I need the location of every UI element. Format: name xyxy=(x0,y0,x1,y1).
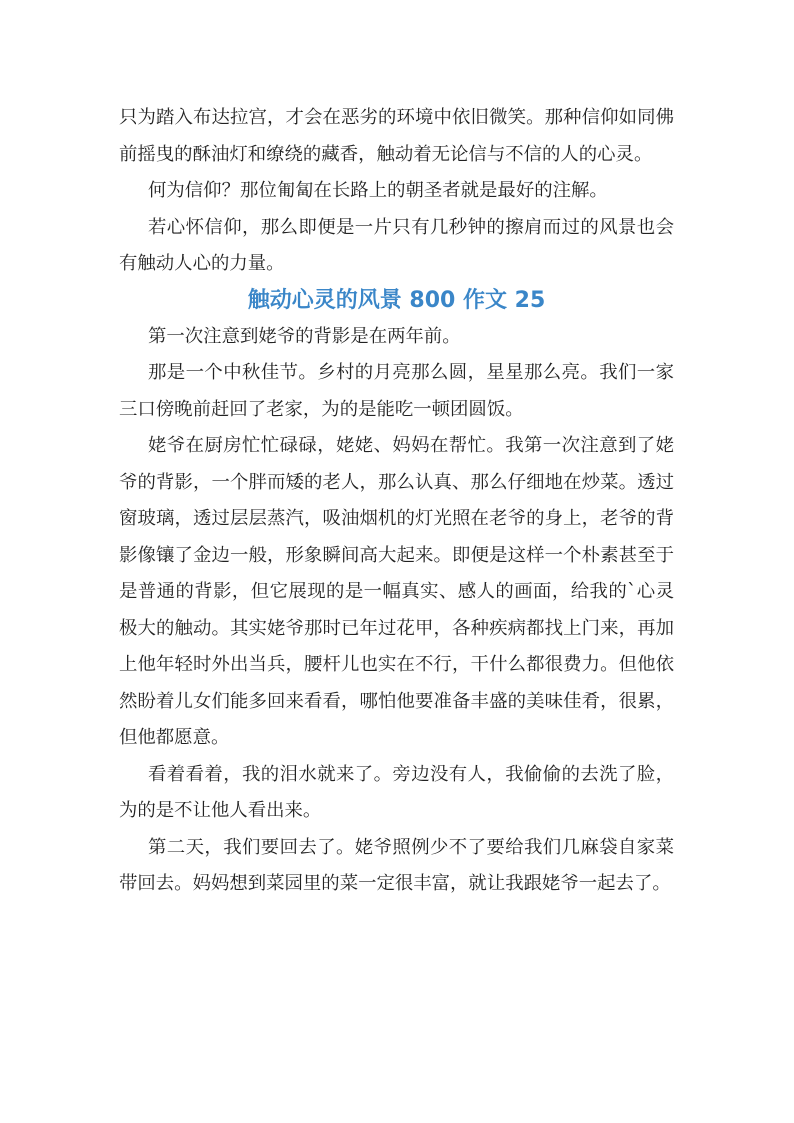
paragraph: 看着看着，我的泪水就来了。旁边没有人，我偷偷的去洗了脸，为的是不让他人看出来。 xyxy=(119,763,674,821)
paragraph: 何为信仰？那位匍匐在长路上的朝圣者就是最好的注解。 xyxy=(148,180,608,201)
paragraph: 姥爷在厨房忙忙碌碌，姥姥、妈妈在帮忙。我第一次注意到了姥爷的背影，一个胖而矮的老人，那么认真、那么仔细地在炒菜。透过窗玻璃，透过层层蒸汽，吸油烟机的灯光照在老爷的身上，老爷的背影像镶了金边一般，形象瞬间高大起来。即便是这样一个朴素甚至于是普通的背影，但它展现的是一幅真实、感人的画面，给我的`心灵极大的触动。其实姥爷那时已年过花甲，各种疾病都找上门来，再加上他年轻时外出当兵，腰杆儿也实在不行，干什么都很费力。但他依然盼着儿女们能多回来看看，哪怕他要准备丰盛的美味佳肴，很累，但他都愿意。 xyxy=(119,435,674,748)
essay-title: 触动心灵的风景 800 作文 25 xyxy=(247,287,546,313)
paragraph: 若心怀信仰，那么即便是一片只有几秒钟的擦肩而过的风景也会有触动人心的力量。 xyxy=(119,216,674,274)
paragraph: 第一次注意到姥爷的背影是在两年前。 xyxy=(148,325,461,347)
paragraph: 只为踏入布达拉宫，才会在恶劣的环境中依旧微笑。那种信仰如同佛前摇曳的酥油灯和缭绕的藏香，触动着无论信与不信的人的心灵。 xyxy=(119,107,674,165)
paragraph: 第二天，我们要回去了。姥爷照例少不了要给我们几麻袋自家菜带回去。妈妈想到菜园里的菜一定很丰富，就让我跟姥爷一起去了。 xyxy=(119,836,674,894)
paragraph: 那是一个中秋佳节。乡村的月亮那么圆，星星那么亮。我们一家三口傍晚前赶回了老家，为的是能吃一顿团圆饭。 xyxy=(119,362,674,420)
document-body xyxy=(119,100,674,903)
